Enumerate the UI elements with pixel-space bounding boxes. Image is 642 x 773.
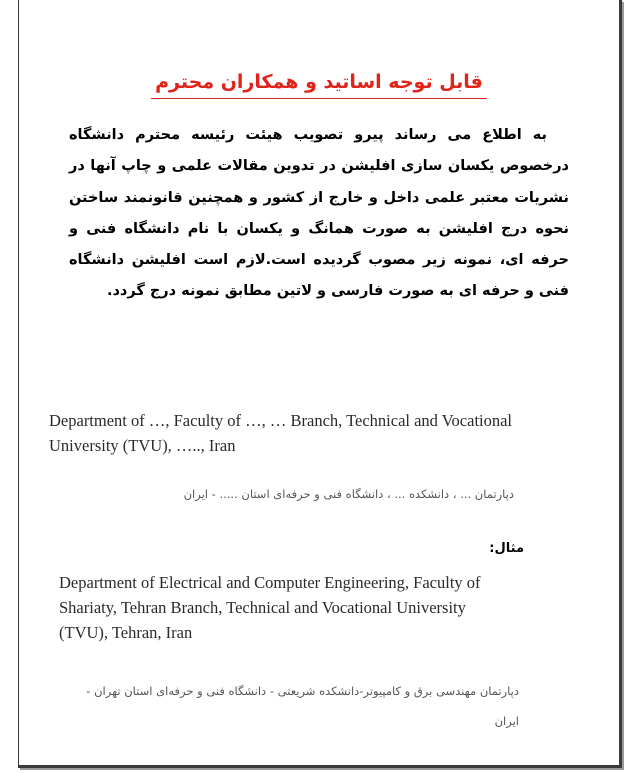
affiliation-example-persian: دپارتمان مهندسی برق و کامپیوتر-دانشکده شریعتی - دانشگاه فنی و حرفه‌ای استان تهران - ایران — [86, 684, 519, 728]
affiliation-example-english: Department of Electrical and Computer Engineering, Faculty of Shariaty, Tehran Branch, Technical and Vocational University (TVU), Tehran, Iran — [59, 573, 481, 642]
affiliation-template-persian: دپارتمان ... ، دانشکده ... ، دانشگاه فنی و حرفه‌ای استان ..... - ایران — [183, 487, 514, 501]
document-title — [19, 68, 619, 99]
announcement-paragraph: به اطلاع می رساند پیرو تصویب هیئت رئیسه محترم دانشگاه درخصوص یکسان سازی افلیشن در تدوین مقالات علمی و چاپ آنها در نشریات معتبر علمی داخل و خارج از کشور و همچنین قانونمند ساختن نحوه درج افلیشن به صورت همانگ و یکسان با نام دانشگاه فنی و حرفه ای، نمونه زیر مصوب گردیده است.لازم است افلیشن دانشگاه فنی و حرفه ای به صورت فارسی و لاتین مطابق نمونه درج گردد. — [69, 127, 569, 300]
document-title-text: قابل توجه اساتید و همکاران محترم — [151, 68, 487, 99]
example-label: مثال: — [489, 541, 524, 556]
document-page — [18, 0, 622, 768]
affiliation-template-english: Department of …, Faculty of …, … Branch, Technical and Vocational University (TVU), ….., Iran — [49, 411, 513, 455]
